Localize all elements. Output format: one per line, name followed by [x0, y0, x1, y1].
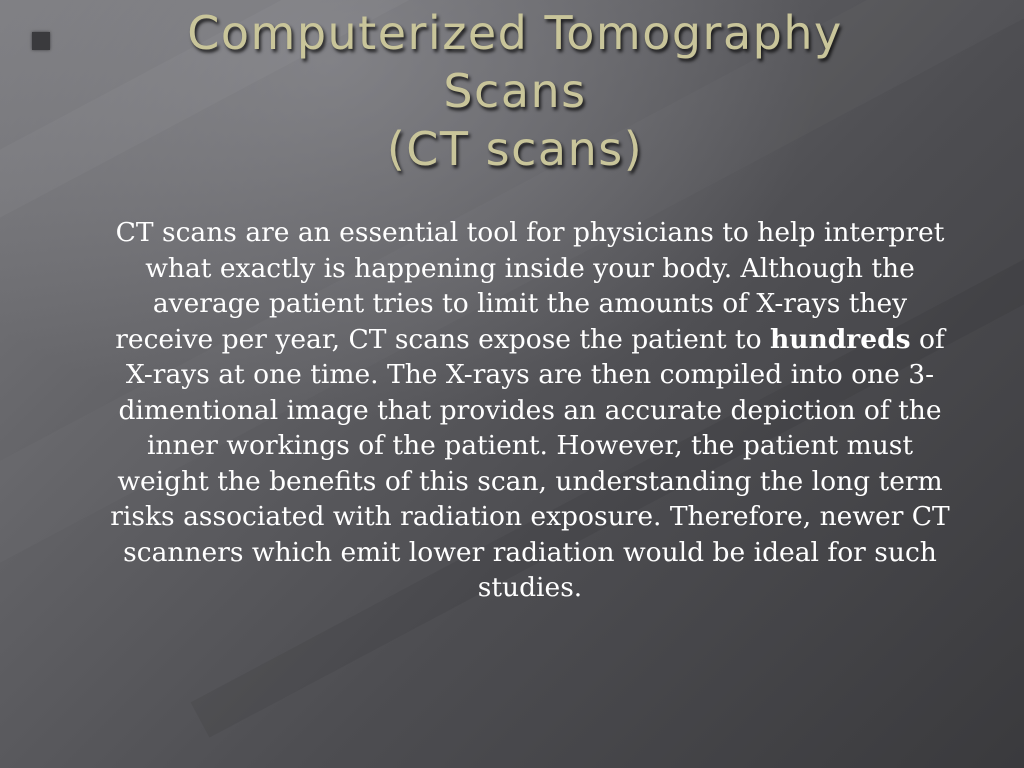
body-bold-word: hundreds: [769, 323, 911, 355]
slide-title: [90, 4, 940, 178]
body-text-part: of X-rays at one time. The X-rays are then compiled into one 3-dimentional image that provides an accurate depiction of the inner workings of the patient. However, the patient must weight the benefits of this scan, understanding the long term risks associated with radiation exposure. Therefore, newer CT scanners which emit lower radiation would be ideal for such studies.: [110, 323, 950, 603]
title-line: Computerized Tomography: [187, 6, 843, 60]
body-text-part: CT scans are an essential tool for physicians to help interpret what exactly is happening inside your body. Although the average patient tries to limit the amounts of X-rays they receive per year, CT scans expose the patient to: [115, 217, 945, 355]
slide-corner-square: [32, 32, 50, 50]
title-line: (CT scans): [386, 122, 644, 176]
title-line: Scans: [443, 64, 587, 118]
slide-body-text: [100, 215, 960, 606]
